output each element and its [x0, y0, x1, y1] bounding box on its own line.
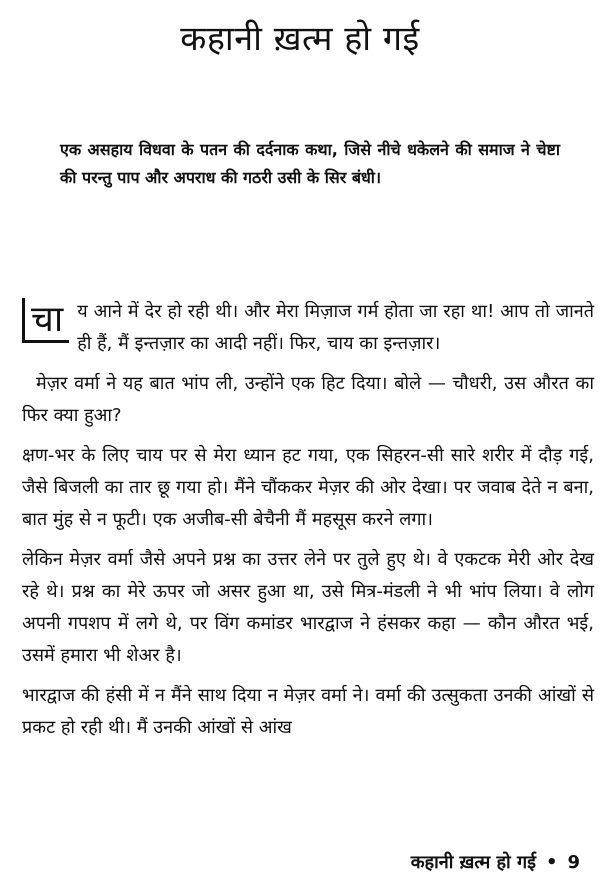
chapter-body	[22, 296, 594, 752]
page-number: 9	[567, 852, 580, 873]
paragraph-3: क्षण-भर के लिए चाय पर से मेरा ध्यान हट गया, एक सिहरन-सी सारे शरीर में दौड़ गई, जैसे बिजली का तार छू गया हो। मैंने चौंककर मेज़र की ओर देखा। पर जवाब देते न बना, बात मुंह से न फूटी। एक अजीब-सी बेचैनी मैं महसूस करने लगा।	[22, 445, 594, 530]
chapter-synopsis: एक असहाय विधवा के पतन की दर्दनाक कथा, जिसे नीचे धकेलने की समाज ने चेष्टा की परन्तु पाप और अपराध की गठरी उसी के सिर बंधी।	[60, 140, 560, 187]
paragraph-1-text: य आने में देर हो रही थी। और मेरा मिज़ाज गर्म होता जा रहा था! आप तो जानते ही हैं, मैं इन्तज़ार का आदी नहीं। फिर, चाय का इन्तज़ार।	[77, 301, 594, 354]
paragraph-4: लेकिन मेज़र वर्मा जैसे अपने प्रश्न का उत्तर लेने पर तुले हुए थे। वे एकटक मेरी ओर देख रहे थे। प्रश्न का मेरे ऊपर जो असर हुआ था, उसे मित्र-मंडली ने भी भांप लिया। वे लोग अपनी गपशप में लगे थे, पर विंग कमांडर भारद्वाज ने हंसकर कहा — कौन औरत भई, उसमें हमारा भी शेअर है।	[22, 549, 594, 666]
running-title: कहानी ख़त्म हो गई	[410, 852, 536, 873]
paragraph-2: मेज़र वर्मा ने यह बात भांप ली, उन्होंने एक हिट दिया। बोले — चौधरी, उस औरत का फिर क्या हुआ?	[22, 373, 594, 426]
page-footer	[0, 850, 580, 874]
paragraph-5: भारद्वाज की हंसी में न मैंने साथ दिया न मेज़र वर्मा ने। वर्मा की उत्सुकता उनकी आंखों से प्रकट हो रही थी। मैं उनकी आंखों से आंख	[22, 685, 594, 738]
drop-cap: चा	[22, 298, 69, 343]
chapter-title: कहानी ख़त्म हो गई	[180, 19, 420, 59]
paragraph-1	[22, 296, 594, 360]
bullet-icon: •	[545, 852, 558, 873]
